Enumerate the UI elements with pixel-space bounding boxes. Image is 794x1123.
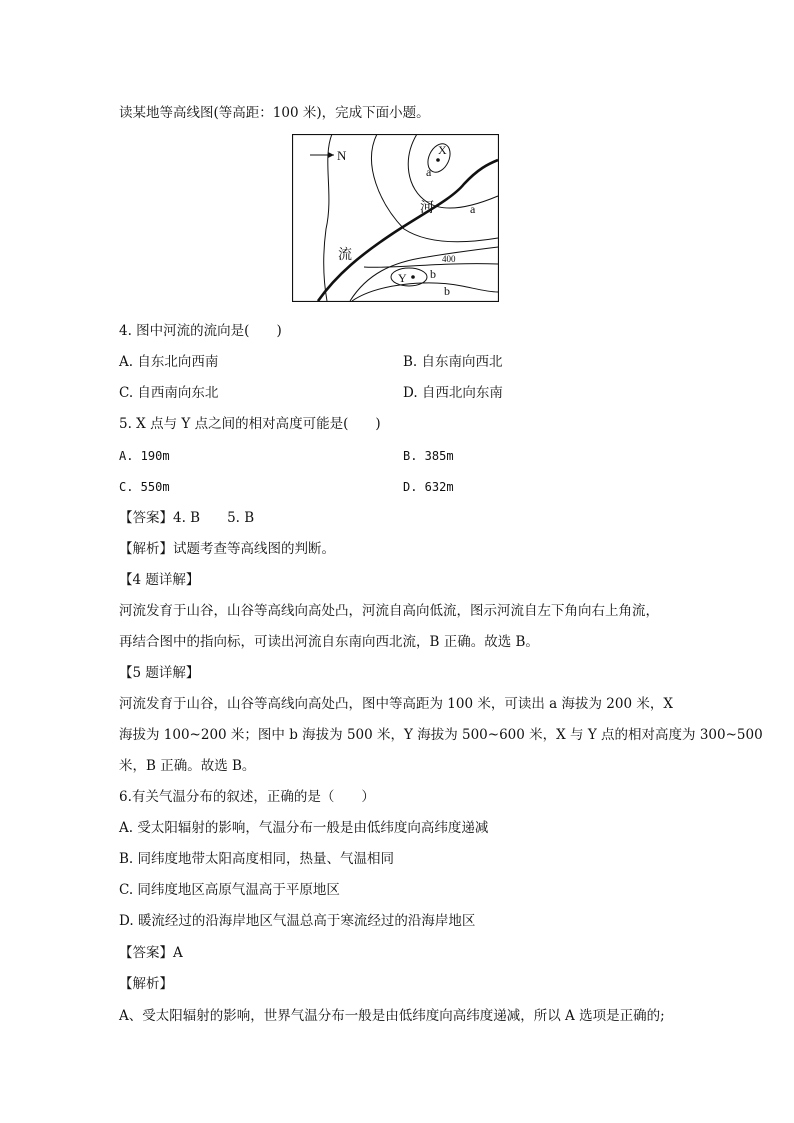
label-a-left: a: [426, 165, 432, 179]
q6-option-c: C. 同纬度地区高原气温高于平原地区: [119, 882, 340, 898]
q6-option-a: A. 受太阳辐射的影响，气温分布一般是由低纬度向高纬度递减: [119, 820, 489, 836]
q5-option-b: B. 385m: [403, 449, 454, 463]
label-b-upper: b: [430, 267, 436, 281]
intro-text: 读某地等高线图(等高距：100 米)，完成下面小题。: [119, 105, 430, 121]
q4-option-b: B. 自东南向西北: [403, 354, 503, 370]
question-5-stem: 5. X 点与 Y 点之间的相对高度可能是( ): [119, 416, 381, 432]
q6-option-b: B. 同纬度地带太阳高度相同，热量、气温相同: [119, 851, 395, 867]
question-4-stem: 4. 图中河流的流向是( ): [119, 323, 282, 339]
detail-4-title: 【4 题详解】: [119, 572, 200, 588]
detail-5-line-2: 海拔为 100~200 米；图中 b 海拔为 500 米，Y 海拔为 500~600 米，X 与 Y 点的相对高度为 300~500: [119, 727, 763, 743]
label-b-lower: b: [444, 284, 450, 298]
map-frame: [293, 135, 499, 302]
detail-5-line-1: 河流发育于山谷，山谷等高线向高处凸，图中等高距为 100 米，可读出 a 海拔为 200 米，X: [119, 696, 673, 712]
label-river-liu: 流: [338, 248, 352, 263]
north-label: N: [337, 148, 347, 163]
label-point-x: X: [438, 143, 447, 157]
analysis-6-title: 【解析】: [119, 976, 173, 992]
q5-option-a: A. 190m: [119, 449, 170, 463]
answer-4-5: 【答案】4. B 5. B: [119, 510, 255, 526]
detail-4-line-1: 河流发育于山谷，山谷等高线向高处凸，河流自高向低流，图示河流自左下角向右上角流，: [119, 603, 659, 619]
q4-option-a: A. 自东北向西南: [119, 354, 219, 370]
point-y-dot: [411, 275, 415, 279]
label-contour-400: 400: [442, 254, 456, 264]
label-a-right: a: [470, 202, 476, 216]
detail-5-title: 【5 题详解】: [119, 665, 200, 681]
contour-map-svg: [292, 134, 499, 302]
question-6-stem: 6.有关气温分布的叙述，正确的是（ ）: [119, 789, 375, 805]
q6-option-d: D. 暖流经过的沿海岸地区气温总高于寒流经过的沿海岸地区: [119, 913, 476, 929]
analysis-6-line-1: A、受太阳辐射的影响，世界气温分布一般是由低纬度向高纬度递减，所以 A 选项是正确的;: [119, 1008, 665, 1024]
q5-option-d: D. 632m: [403, 480, 454, 494]
q5-option-c: C. 550m: [119, 480, 170, 494]
label-river-he: 河: [420, 201, 434, 216]
label-point-y: Y: [398, 271, 407, 285]
q4-option-d: D. 自西北向东南: [403, 385, 503, 401]
point-x-dot: [436, 158, 440, 162]
contour-map: [292, 134, 499, 302]
detail-4-line-2: 再结合图中的指向标，可读出河流自东南向西北流，B 正确。故选 B。: [119, 634, 539, 650]
q4-option-c: C. 自西南向东北: [119, 385, 219, 401]
detail-5-line-3: 米，B 正确。故选 B。: [119, 758, 256, 774]
answer-6: 【答案】A: [119, 945, 183, 961]
analysis-4-5: 【解析】试题考查等高线图的判断。: [119, 541, 335, 557]
